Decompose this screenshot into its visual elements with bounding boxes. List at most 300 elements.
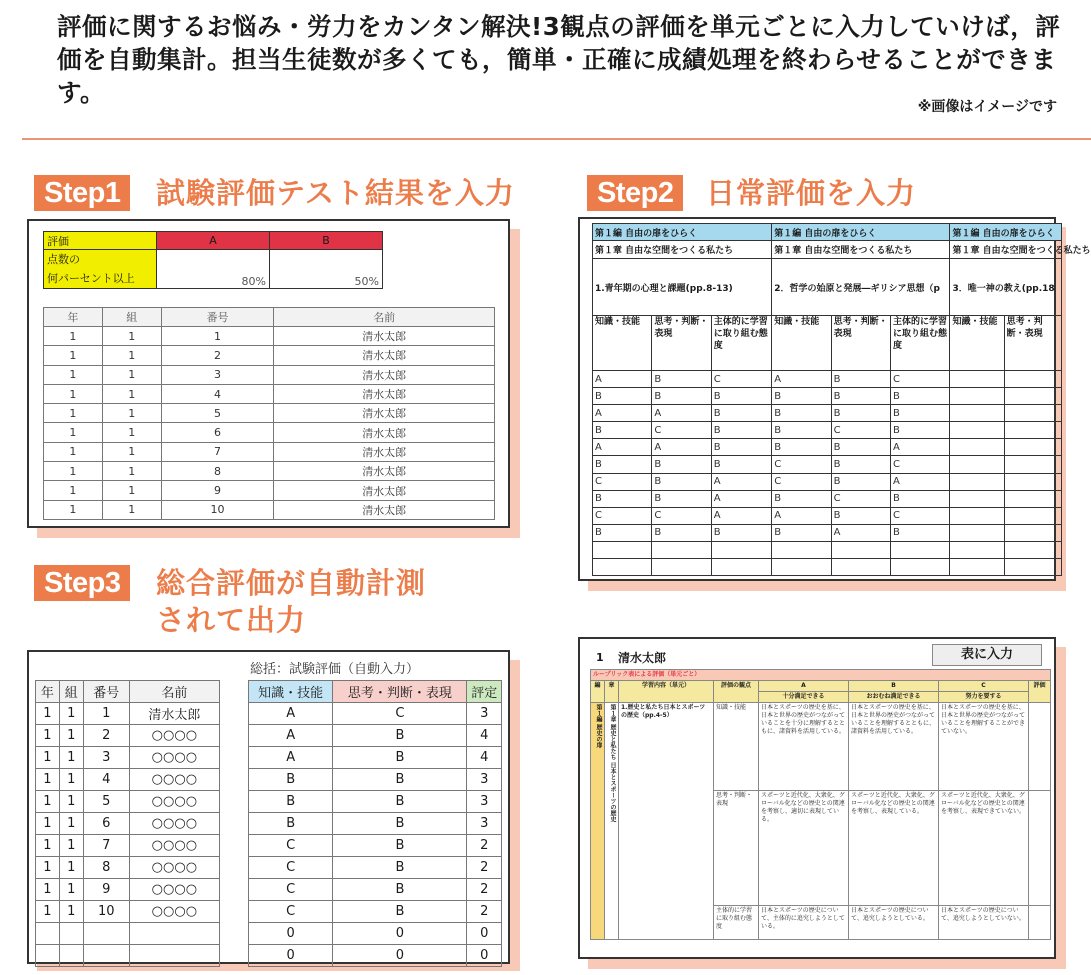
result-cell: 3	[467, 813, 502, 835]
result-cell: 0	[333, 945, 467, 967]
table-cell[interactable]: 5	[161, 404, 274, 423]
result-cell: A	[249, 725, 333, 747]
col-grade-b-desc: おおむね満足できる	[849, 692, 939, 703]
daily-eval-table	[592, 223, 1091, 576]
grade-cell[interactable]	[1004, 388, 1061, 405]
table-cell[interactable]: 1	[102, 365, 161, 384]
grade-cell[interactable]	[772, 559, 831, 576]
table-cell: 1	[36, 835, 60, 857]
grade-cell[interactable]: B	[711, 456, 771, 473]
rubric-table	[590, 669, 1051, 940]
table-cell[interactable]: 清水太郎	[274, 404, 495, 423]
result-cell: B	[333, 813, 467, 835]
aspect-header: 思考・判断・表現	[652, 316, 711, 371]
col-chapter: 章	[605, 681, 619, 703]
grade-cell[interactable]: C	[652, 422, 711, 439]
grade-cell[interactable]	[1004, 456, 1061, 473]
grade-a-header: A	[157, 232, 270, 250]
table-cell[interactable]: 4	[161, 384, 274, 403]
table-cell[interactable]: 1	[102, 327, 161, 346]
table-row	[36, 945, 220, 967]
table-cell[interactable]: 1	[44, 384, 103, 403]
grade-cell[interactable]: C	[772, 473, 831, 490]
result-cell: C	[333, 703, 467, 725]
table-cell	[129, 945, 219, 967]
grade-cell[interactable]: C	[652, 507, 711, 524]
table-row	[593, 405, 1062, 422]
result-cell: B	[333, 835, 467, 857]
grade-cell[interactable]: C	[891, 456, 950, 473]
grade-cell[interactable]	[1004, 473, 1061, 490]
result-cell: B	[333, 901, 467, 923]
grade-cell[interactable]	[711, 541, 771, 558]
grade-cell[interactable]: B	[652, 524, 711, 541]
result-cell: B	[249, 813, 333, 835]
grade-cell[interactable]: B	[831, 371, 890, 388]
unit-cell-2: 2．哲学の始原と発展―ギリシア思想（p	[772, 259, 950, 316]
grade-cell[interactable]: B	[711, 439, 771, 456]
table-cell[interactable]: 1	[102, 481, 161, 500]
table-cell: 9	[83, 879, 129, 901]
summary-result-table	[248, 680, 502, 967]
grade-cell[interactable]: B	[772, 439, 831, 456]
result-cell: B	[333, 791, 467, 813]
table-row	[593, 473, 1062, 490]
table-cell: 1	[36, 857, 60, 879]
col-header: 番号	[83, 681, 129, 703]
grade-cell[interactable]	[1004, 439, 1061, 456]
grade-cell[interactable]	[950, 524, 1004, 541]
col-header: 年	[36, 681, 60, 703]
table-row	[44, 500, 495, 519]
result-cell: 4	[467, 725, 502, 747]
grade-cell[interactable]: C	[831, 490, 890, 507]
grade-cell[interactable]	[1004, 422, 1061, 439]
grade-cell[interactable]: B	[891, 422, 950, 439]
chapter-cell-3: 第１章 自由な空間をつくる私たち	[950, 241, 1062, 259]
grade-cell[interactable]	[1004, 405, 1061, 422]
result-cell: 2	[467, 901, 502, 923]
table-row	[44, 423, 495, 442]
table-row	[249, 725, 502, 747]
result-cell: 4	[467, 747, 502, 769]
aspect-name-2: 思考・判断・表現	[714, 791, 759, 906]
grade-cell[interactable]: A	[593, 371, 652, 388]
table-cell: 1	[59, 747, 83, 769]
grade-cell[interactable]: B	[891, 405, 950, 422]
grade-cell[interactable]	[593, 541, 652, 558]
col-grade-a-desc: 十分満足できる	[759, 692, 849, 703]
table-cell[interactable]: 6	[161, 423, 274, 442]
grade-cell[interactable]: A	[593, 439, 652, 456]
grade-cell[interactable]: B	[652, 473, 711, 490]
table-row	[249, 835, 502, 857]
table-cell: 1	[36, 725, 60, 747]
result-cell: B	[333, 857, 467, 879]
aspect-3-b: 日本とスポーツの歴史について、追究しようとしている。	[849, 906, 939, 940]
grade-cell[interactable]	[891, 541, 950, 558]
rubric-unit: 1.歴史と私たち日本とスポーツの歴史（pp.4-5）	[619, 703, 714, 940]
grade-cell[interactable]: B	[711, 405, 771, 422]
grade-cell[interactable]: C	[891, 507, 950, 524]
table-cell	[83, 945, 129, 967]
grade-cell[interactable]	[950, 541, 1004, 558]
aspect-header: 思考・判断・表現	[1004, 316, 1061, 371]
step1-title: 試験評価テスト結果を入力	[156, 176, 515, 210]
col-unit: 学習内容（単元）	[619, 681, 714, 703]
aspect-2-c: スポーツと近代化、大衆化、グローバル化などの歴史との関連を考察し、表現できていない。	[939, 791, 1029, 906]
grade-cell[interactable]	[891, 559, 950, 576]
table-row	[36, 747, 220, 769]
grade-cell[interactable]	[593, 559, 652, 576]
grade-cell[interactable]: B	[593, 524, 652, 541]
section-cell-1: 第１編 自由の扉をひらく	[593, 224, 772, 241]
table-cell[interactable]: 1	[44, 346, 103, 365]
table-cell: 1	[36, 703, 60, 725]
table-cell: 2	[83, 725, 129, 747]
grade-cell[interactable]: B	[772, 524, 831, 541]
table-cell[interactable]: 清水太郎	[274, 500, 495, 519]
grade-cell[interactable]: A	[711, 507, 771, 524]
grade-cell[interactable]	[652, 559, 711, 576]
table-cell[interactable]: 1	[102, 346, 161, 365]
table-row	[593, 371, 1062, 388]
table-cell: 1	[36, 769, 60, 791]
table-row	[249, 703, 502, 725]
grade-cell[interactable]: C	[711, 371, 771, 388]
table-cell: ○○○○	[129, 901, 219, 923]
col-section: 編	[591, 681, 605, 703]
table-row	[36, 879, 220, 901]
table-row	[593, 507, 1062, 524]
table-cell[interactable]: 1	[102, 423, 161, 442]
table-cell: ○○○○	[129, 769, 219, 791]
table-cell[interactable]: 1	[102, 384, 161, 403]
aspect-1-b: 日本とスポーツの歴史を基に、日本と世界の歴史がつながっていることを理解するとともに、諸資料を活用している。	[849, 703, 939, 791]
percent-label-line1: 点数の	[47, 253, 80, 266]
table-cell[interactable]: 10	[161, 500, 274, 519]
result-cell: B	[333, 879, 467, 901]
grade-cell[interactable]: B	[831, 405, 890, 422]
grade-cell[interactable]: A	[772, 507, 831, 524]
table-cell[interactable]: 1	[44, 442, 103, 461]
step2-panel	[578, 217, 1091, 581]
grade-cell[interactable]: B	[772, 422, 831, 439]
table-row	[593, 456, 1062, 473]
grade-cell[interactable]	[950, 507, 1004, 524]
col-header: 組	[59, 681, 83, 703]
col-header: 知識・技能	[249, 681, 333, 703]
table-row	[36, 791, 220, 813]
result-cell: 0	[333, 923, 467, 945]
grade-cell[interactable]	[772, 541, 831, 558]
rubric-title: ループリック表による評価（単元ごと）	[591, 670, 1051, 681]
grade-cell[interactable]: B	[831, 507, 890, 524]
col-eval: 評価	[1029, 681, 1051, 703]
col-grade-c-desc: 努力を要する	[939, 692, 1029, 703]
step3-badge: Step3	[34, 565, 130, 601]
col-header: 番号	[161, 308, 274, 327]
table-cell	[36, 923, 60, 945]
table-cell[interactable]: 1	[102, 500, 161, 519]
grade-cell[interactable]: C	[891, 371, 950, 388]
section-cell-2: 第１編 自由の扉をひらく	[772, 224, 950, 241]
table-cell	[36, 945, 60, 967]
col-grade-c: C	[939, 681, 1029, 692]
table-cell: ○○○○	[129, 725, 219, 747]
table-row	[36, 923, 220, 945]
table-cell: 1	[59, 813, 83, 835]
percent-label-line2: 何パーセント以上	[47, 272, 135, 285]
table-cell: 1	[36, 791, 60, 813]
result-cell: A	[249, 747, 333, 769]
grade-cell[interactable]: A	[891, 439, 950, 456]
table-row	[593, 422, 1062, 439]
table-row	[593, 559, 1062, 576]
grade-cell[interactable]	[950, 371, 1004, 388]
table-cell: ○○○○	[129, 747, 219, 769]
grade-cell[interactable]: B	[831, 473, 890, 490]
step3-panel	[27, 650, 510, 964]
aspect-header: 主体的に学習に取り組む態度	[711, 316, 771, 371]
grade-cell[interactable]	[831, 541, 890, 558]
grade-cell[interactable]: A	[711, 490, 771, 507]
table-row	[249, 901, 502, 923]
table-cell: ○○○○	[129, 857, 219, 879]
grade-cell[interactable]	[1004, 541, 1061, 558]
table-row	[44, 404, 495, 423]
table-cell[interactable]: 1	[44, 500, 103, 519]
aspect-1-eval[interactable]	[1029, 703, 1051, 791]
table-cell[interactable]: 3	[161, 365, 274, 384]
aspect-1-c: 日本とスポーツの歴史を基に、日本と世界の歴史がつながっていることを理解することができていない。	[939, 703, 1029, 791]
student-list-table	[43, 307, 495, 520]
table-row	[36, 857, 220, 879]
aspect-3-eval[interactable]	[1029, 906, 1051, 940]
table-cell: ○○○○	[129, 835, 219, 857]
table-row	[249, 747, 502, 769]
table-row	[44, 384, 495, 403]
grade-cell[interactable]	[711, 559, 771, 576]
table-cell: 1	[59, 857, 83, 879]
table-row	[44, 442, 495, 461]
grade-cell[interactable]: C	[593, 473, 652, 490]
grade-cell[interactable]	[652, 541, 711, 558]
aspect-1-a: 日本とスポーツの歴史を基に、日本と世界の歴史がつながっていることを十分に理解するとともに、諸資料を活用している。	[759, 703, 849, 791]
grade-cell[interactable]	[950, 490, 1004, 507]
table-row	[593, 439, 1062, 456]
result-cell: B	[249, 769, 333, 791]
grade-cell[interactable]: B	[593, 422, 652, 439]
grade-cell[interactable]	[950, 405, 1004, 422]
table-cell: 1	[59, 725, 83, 747]
grade-cell[interactable]	[950, 422, 1004, 439]
unit-cell-1: 1.青年期の心理と課題(pp.8-13)	[593, 259, 772, 316]
aspect-2-b: スポーツと近代化、大衆化、グローバル化などの歴史との関連を考察し、表現している。	[849, 791, 939, 906]
grade-cell[interactable]: B	[831, 388, 890, 405]
table-cell: 1	[36, 813, 60, 835]
table-cell: 1	[59, 835, 83, 857]
table-cell	[59, 923, 83, 945]
grade-cell[interactable]	[1004, 524, 1061, 541]
result-cell: B	[333, 725, 467, 747]
table-cell[interactable]: 1	[102, 462, 161, 481]
image-note: ※画像はイメージです	[917, 99, 1057, 115]
aspect-2-eval[interactable]	[1029, 791, 1051, 906]
table-cell[interactable]: 清水太郎	[274, 346, 495, 365]
grade-cell[interactable]: C	[831, 422, 890, 439]
table-row	[593, 541, 1062, 558]
grade-cell[interactable]	[950, 456, 1004, 473]
grade-cell[interactable]: C	[593, 507, 652, 524]
aspect-header: 知識・技能	[950, 316, 1004, 371]
grade-cell[interactable]: A	[652, 439, 711, 456]
table-cell: 1	[36, 901, 60, 923]
table-cell[interactable]: 清水太郎	[274, 423, 495, 442]
result-cell: 0	[249, 945, 333, 967]
grade-cell[interactable]: B	[772, 405, 831, 422]
result-cell: B	[333, 769, 467, 791]
table-cell[interactable]: 1	[161, 327, 274, 346]
table-cell[interactable]: 清水太郎	[274, 481, 495, 500]
grade-cell[interactable]: B	[891, 524, 950, 541]
result-cell: C	[249, 857, 333, 879]
grade-cell[interactable]: A	[711, 473, 771, 490]
table-row	[36, 813, 220, 835]
table-cell: 1	[36, 747, 60, 769]
chapter-cell-2: 第１章 自由な空間をつくる私たち	[772, 241, 950, 259]
aspect-header: 知識・技能	[772, 316, 831, 371]
grade-cell[interactable]: B	[593, 490, 652, 507]
grade-cell[interactable]: A	[772, 371, 831, 388]
table-row	[249, 791, 502, 813]
table-cell: ○○○○	[129, 791, 219, 813]
table-cell[interactable]: 清水太郎	[274, 365, 495, 384]
unit-cell-3: 3．唯一神の教え(pp.18	[950, 259, 1062, 316]
result-cell: A	[249, 703, 333, 725]
grade-cell[interactable]: A	[891, 473, 950, 490]
table-cell: 1	[59, 879, 83, 901]
table-cell[interactable]: 1	[44, 423, 103, 442]
grade-cell[interactable]: B	[711, 422, 771, 439]
grade-cell[interactable]	[1004, 490, 1061, 507]
table-cell[interactable]: 8	[161, 462, 274, 481]
grade-cell[interactable]	[1004, 507, 1061, 524]
table-cell[interactable]: 1	[102, 442, 161, 461]
table-cell[interactable]: 清水太郎	[274, 462, 495, 481]
table-row	[249, 813, 502, 835]
step1-badge: Step1	[34, 175, 130, 211]
table-cell[interactable]: 2	[161, 346, 274, 365]
grade-cell[interactable]: B	[891, 388, 950, 405]
table-cell: 1	[59, 791, 83, 813]
aspect-3-a: 日本とスポーツの歴史について、主体的に追究しようとしている。	[759, 906, 849, 940]
col-header: 思考・判断・表現	[333, 681, 467, 703]
grade-cell[interactable]	[950, 439, 1004, 456]
chapter-cell-1: 第１章 自由な空間をつくる私たち	[593, 241, 772, 259]
table-cell[interactable]: 1	[44, 365, 103, 384]
grade-cell[interactable]: A	[831, 524, 890, 541]
table-cell[interactable]: 7	[161, 442, 274, 461]
grade-cell[interactable]: A	[652, 405, 711, 422]
result-cell: C	[249, 879, 333, 901]
table-row	[249, 923, 502, 945]
grade-cell[interactable]: B	[652, 490, 711, 507]
table-cell[interactable]: 清水太郎	[274, 384, 495, 403]
table-row	[249, 857, 502, 879]
grade-cell[interactable]: B	[772, 388, 831, 405]
step3-title-line1: 総合評価が自動計測	[156, 566, 427, 600]
grade-cell[interactable]: B	[891, 490, 950, 507]
table-cell: 清水太郎	[129, 703, 219, 725]
grade-cell[interactable]: B	[711, 524, 771, 541]
table-cell[interactable]: 1	[44, 462, 103, 481]
grade-cell[interactable]: B	[652, 388, 711, 405]
table-cell[interactable]: 1	[44, 327, 103, 346]
table-row	[44, 365, 495, 384]
grade-cell[interactable]: B	[772, 490, 831, 507]
table-row	[36, 703, 220, 725]
table-cell: 1	[83, 703, 129, 725]
rubric-chapter: 第１章 歴史と私たち 日本とスポーツの歴史	[605, 703, 619, 940]
grade-cell[interactable]: B	[652, 456, 711, 473]
table-cell	[83, 923, 129, 945]
enter-to-table-button[interactable]: 表に入力	[932, 644, 1042, 666]
table-cell: ○○○○	[129, 813, 219, 835]
grade-cell[interactable]	[950, 473, 1004, 490]
result-cell: 0	[467, 923, 502, 945]
table-cell: 4	[83, 769, 129, 791]
grade-cell[interactable]: C	[772, 456, 831, 473]
grade-cell[interactable]: B	[593, 388, 652, 405]
grade-cell[interactable]: B	[593, 456, 652, 473]
grade-cell[interactable]: B	[711, 388, 771, 405]
grade-cell[interactable]	[1004, 559, 1061, 576]
grade-cell[interactable]	[1004, 371, 1061, 388]
grade-a-percent[interactable]: 80%	[157, 250, 270, 289]
table-cell: 7	[83, 835, 129, 857]
grade-cell[interactable]	[831, 559, 890, 576]
result-cell: 2	[467, 835, 502, 857]
table-cell	[129, 923, 219, 945]
col-header: 名前	[129, 681, 219, 703]
grade-b-percent[interactable]: 50%	[270, 250, 383, 289]
grade-cell[interactable]: B	[652, 371, 711, 388]
table-cell[interactable]: 9	[161, 481, 274, 500]
table-row	[36, 901, 220, 923]
table-cell[interactable]: 清水太郎	[274, 327, 495, 346]
table-cell: 1	[36, 879, 60, 901]
table-cell: 1	[59, 703, 83, 725]
table-row	[44, 462, 495, 481]
table-row	[44, 481, 495, 500]
table-cell: 6	[83, 813, 129, 835]
aspect-3-c: 日本とスポーツの歴史について、追究しようとしていない。	[939, 906, 1029, 940]
result-cell: 2	[467, 879, 502, 901]
table-cell[interactable]: 1	[44, 404, 103, 423]
table-cell[interactable]: 清水太郎	[274, 442, 495, 461]
grade-cell[interactable]: B	[831, 456, 890, 473]
table-cell[interactable]: 1	[44, 481, 103, 500]
grade-cell[interactable]	[950, 388, 1004, 405]
grade-cell[interactable]: B	[831, 439, 890, 456]
grade-cell[interactable]: A	[593, 405, 652, 422]
grade-b-header: B	[270, 232, 383, 250]
table-cell[interactable]: 1	[102, 404, 161, 423]
table-cell: 1	[59, 901, 83, 923]
table-row	[36, 725, 220, 747]
grade-cell[interactable]	[950, 559, 1004, 576]
